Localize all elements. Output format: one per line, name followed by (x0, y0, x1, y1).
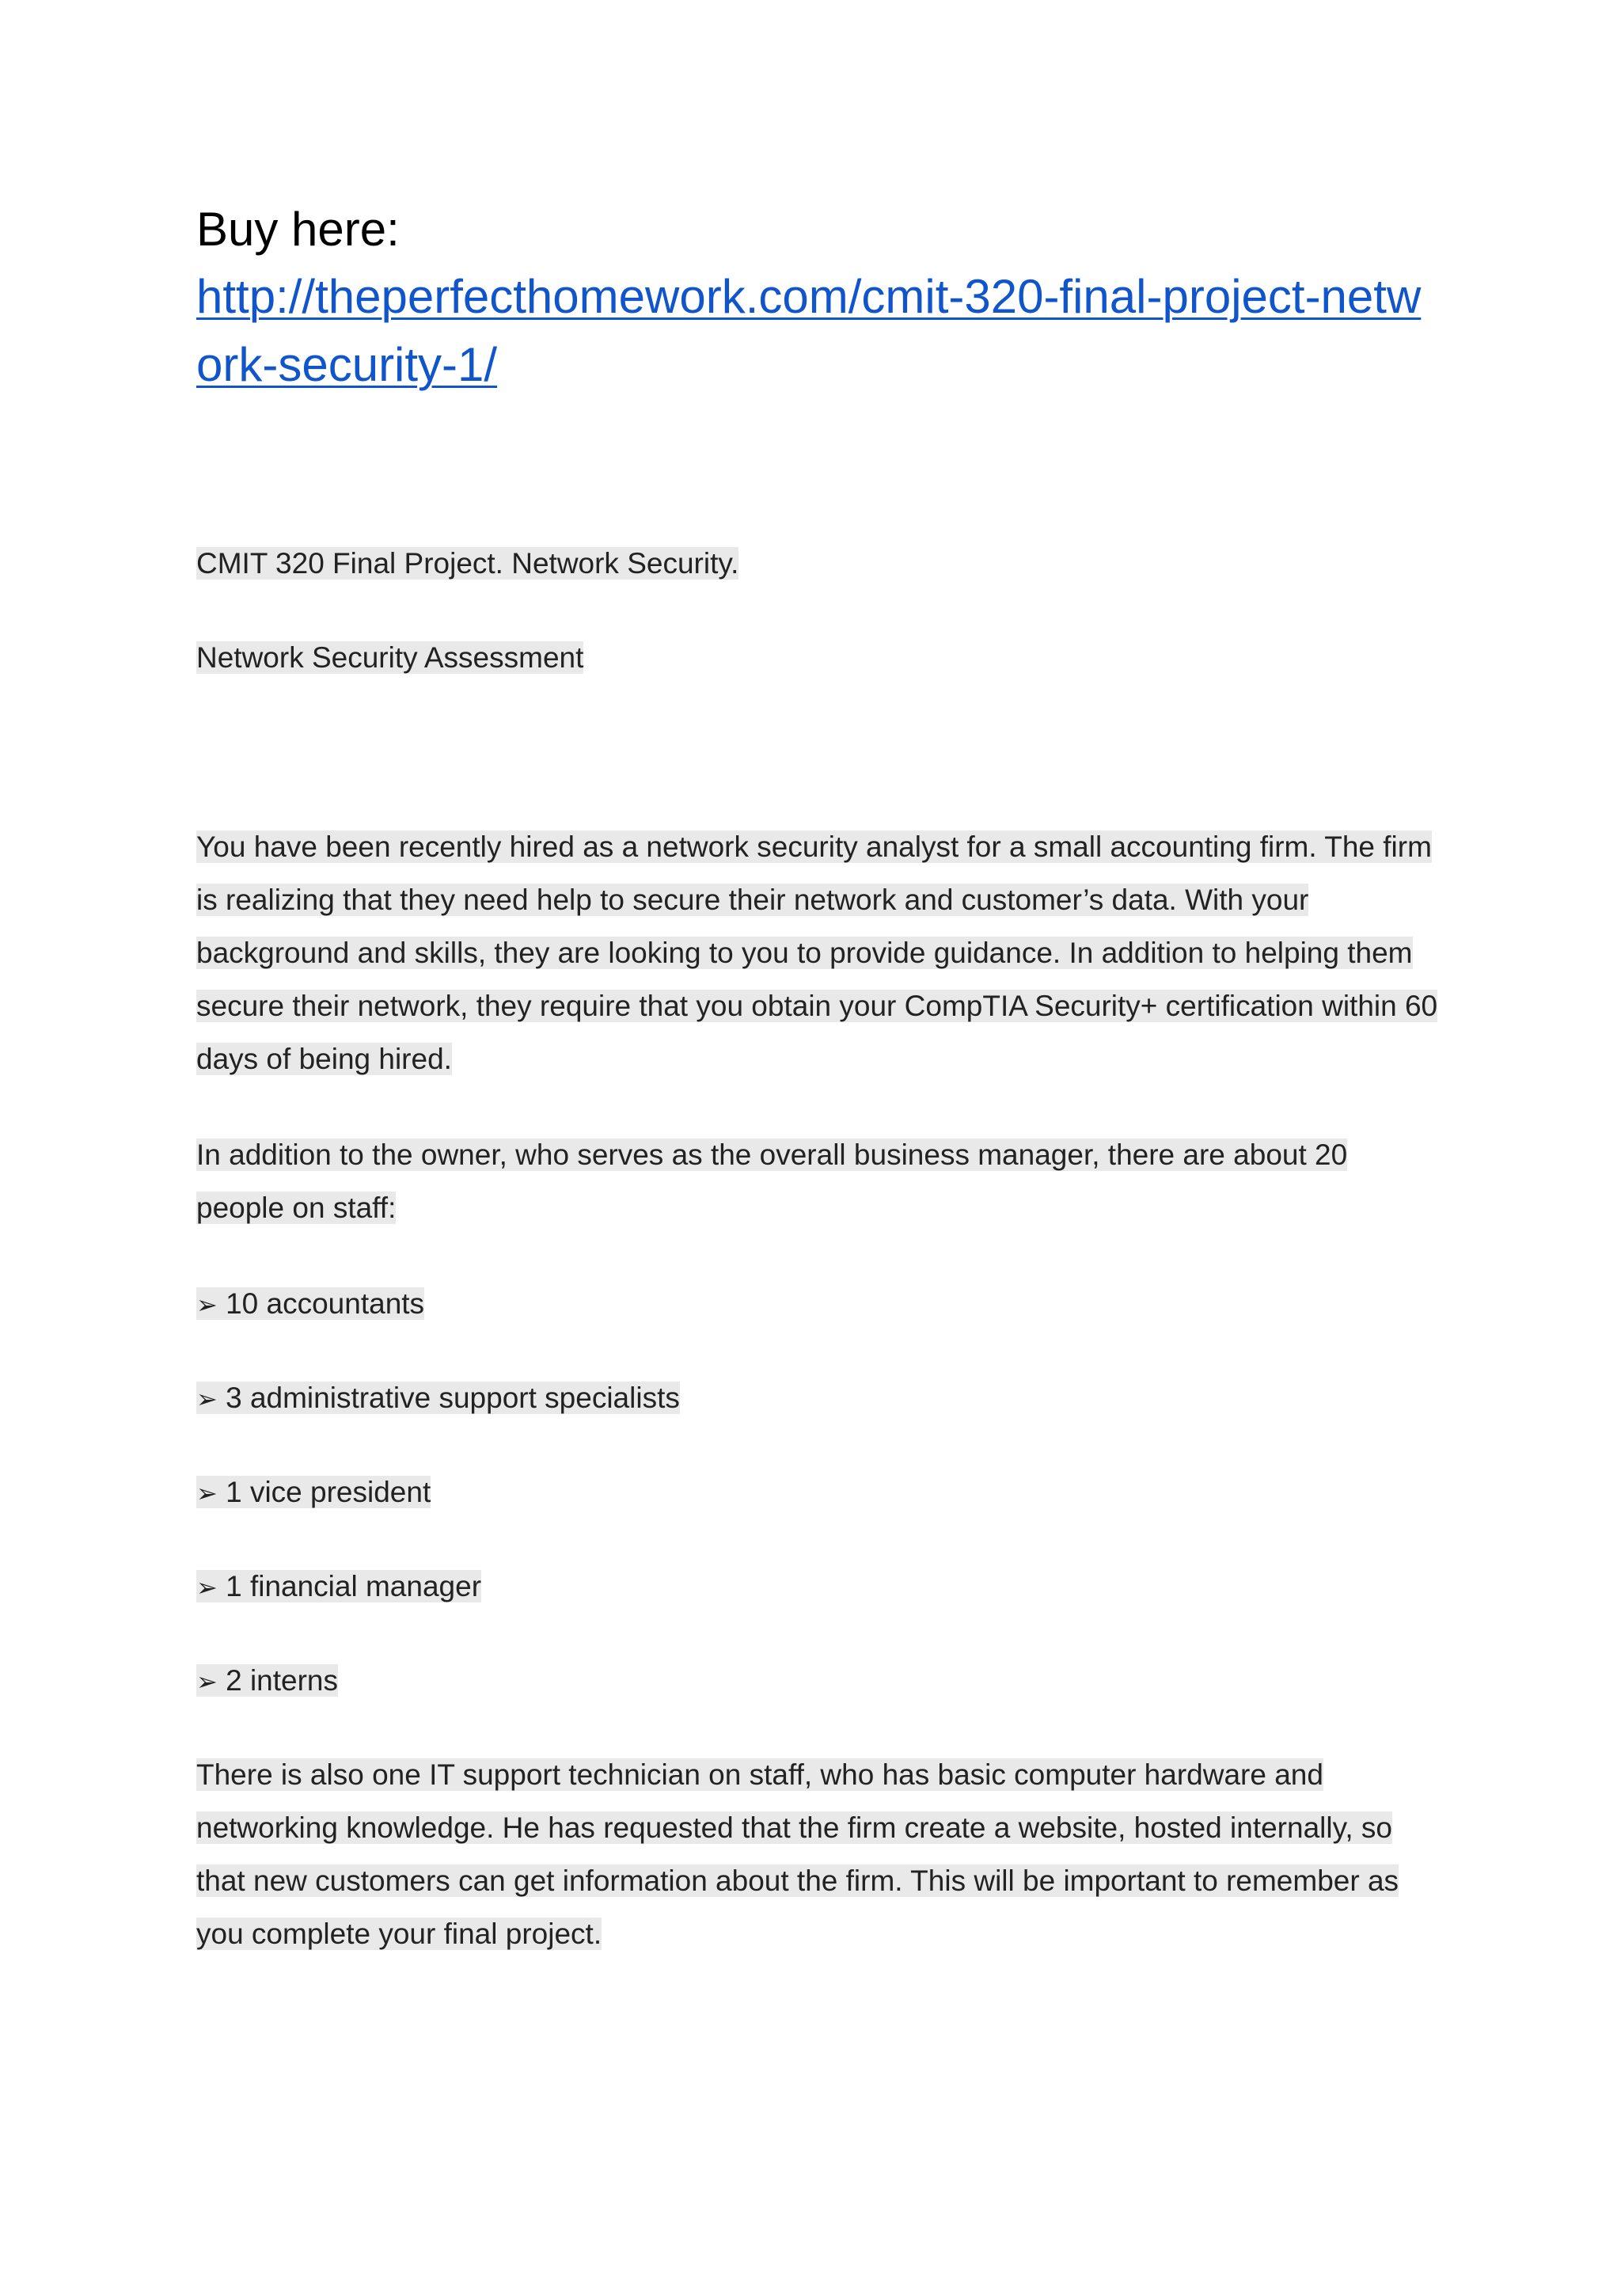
doc-subtitle-text: Network Security Assessment (196, 641, 584, 674)
arrow-bullet-icon: ➢ (196, 1572, 218, 1602)
arrow-bullet-icon: ➢ (196, 1290, 218, 1320)
closing-paragraph-text: There is also one IT support technician on staff, who has basic computer hardware and networking knowledge. He has requested that the firm create a website, hosted internally, so that new customers can get information about the firm. This will be important to remember as you complete your final project. (196, 1758, 1399, 1950)
doc-subtitle (196, 631, 1439, 684)
header-block (196, 196, 1439, 399)
buy-label: Buy here: (196, 203, 400, 256)
list-item-content (196, 1476, 431, 1508)
arrow-bullet-icon: ➢ (196, 1384, 218, 1414)
buy-link[interactable]: http://theperfecthomework.com/cmit-320-final-project-network-security-1/ (196, 270, 1422, 391)
list-item (196, 1277, 1439, 1332)
list-item-content (196, 1664, 338, 1697)
arrow-bullet-icon: ➢ (196, 1667, 218, 1697)
doc-title (196, 537, 1439, 590)
list-item-text: 10 accountants (226, 1287, 425, 1320)
list-item (196, 1465, 1439, 1520)
intro-paragraph (196, 820, 1439, 1085)
intro-paragraph-text: You have been recently hired as a network security analyst for a small accounting firm. The firm is realizing that they need help to secure their network and customer’s data. With your background and skills, they are looking to you to provide guidance. In addition to helping them secure their network, they require that you obtain your CompTIA Security+ certification within 60 days of being hired. (196, 831, 1438, 1075)
list-item-content (196, 1287, 424, 1320)
list-item-text: 1 vice president (226, 1476, 431, 1508)
list-item (196, 1371, 1439, 1426)
list-item (196, 1654, 1439, 1709)
staff-intro-text: In addition to the owner, who serves as the overall business manager, there are about 20 people on staff: (196, 1138, 1348, 1224)
staff-intro-paragraph (196, 1128, 1439, 1234)
list-item-content (196, 1570, 481, 1602)
list-item-content (196, 1382, 680, 1414)
list-item-text: 1 financial manager (226, 1570, 482, 1602)
list-item (196, 1560, 1439, 1614)
closing-paragraph (196, 1748, 1439, 1960)
list-item-text: 2 interns (226, 1664, 339, 1697)
list-item-text: 3 administrative support specialists (226, 1382, 680, 1414)
arrow-bullet-icon: ➢ (196, 1478, 218, 1508)
doc-title-text: CMIT 320 Final Project. Network Security. (196, 547, 739, 580)
